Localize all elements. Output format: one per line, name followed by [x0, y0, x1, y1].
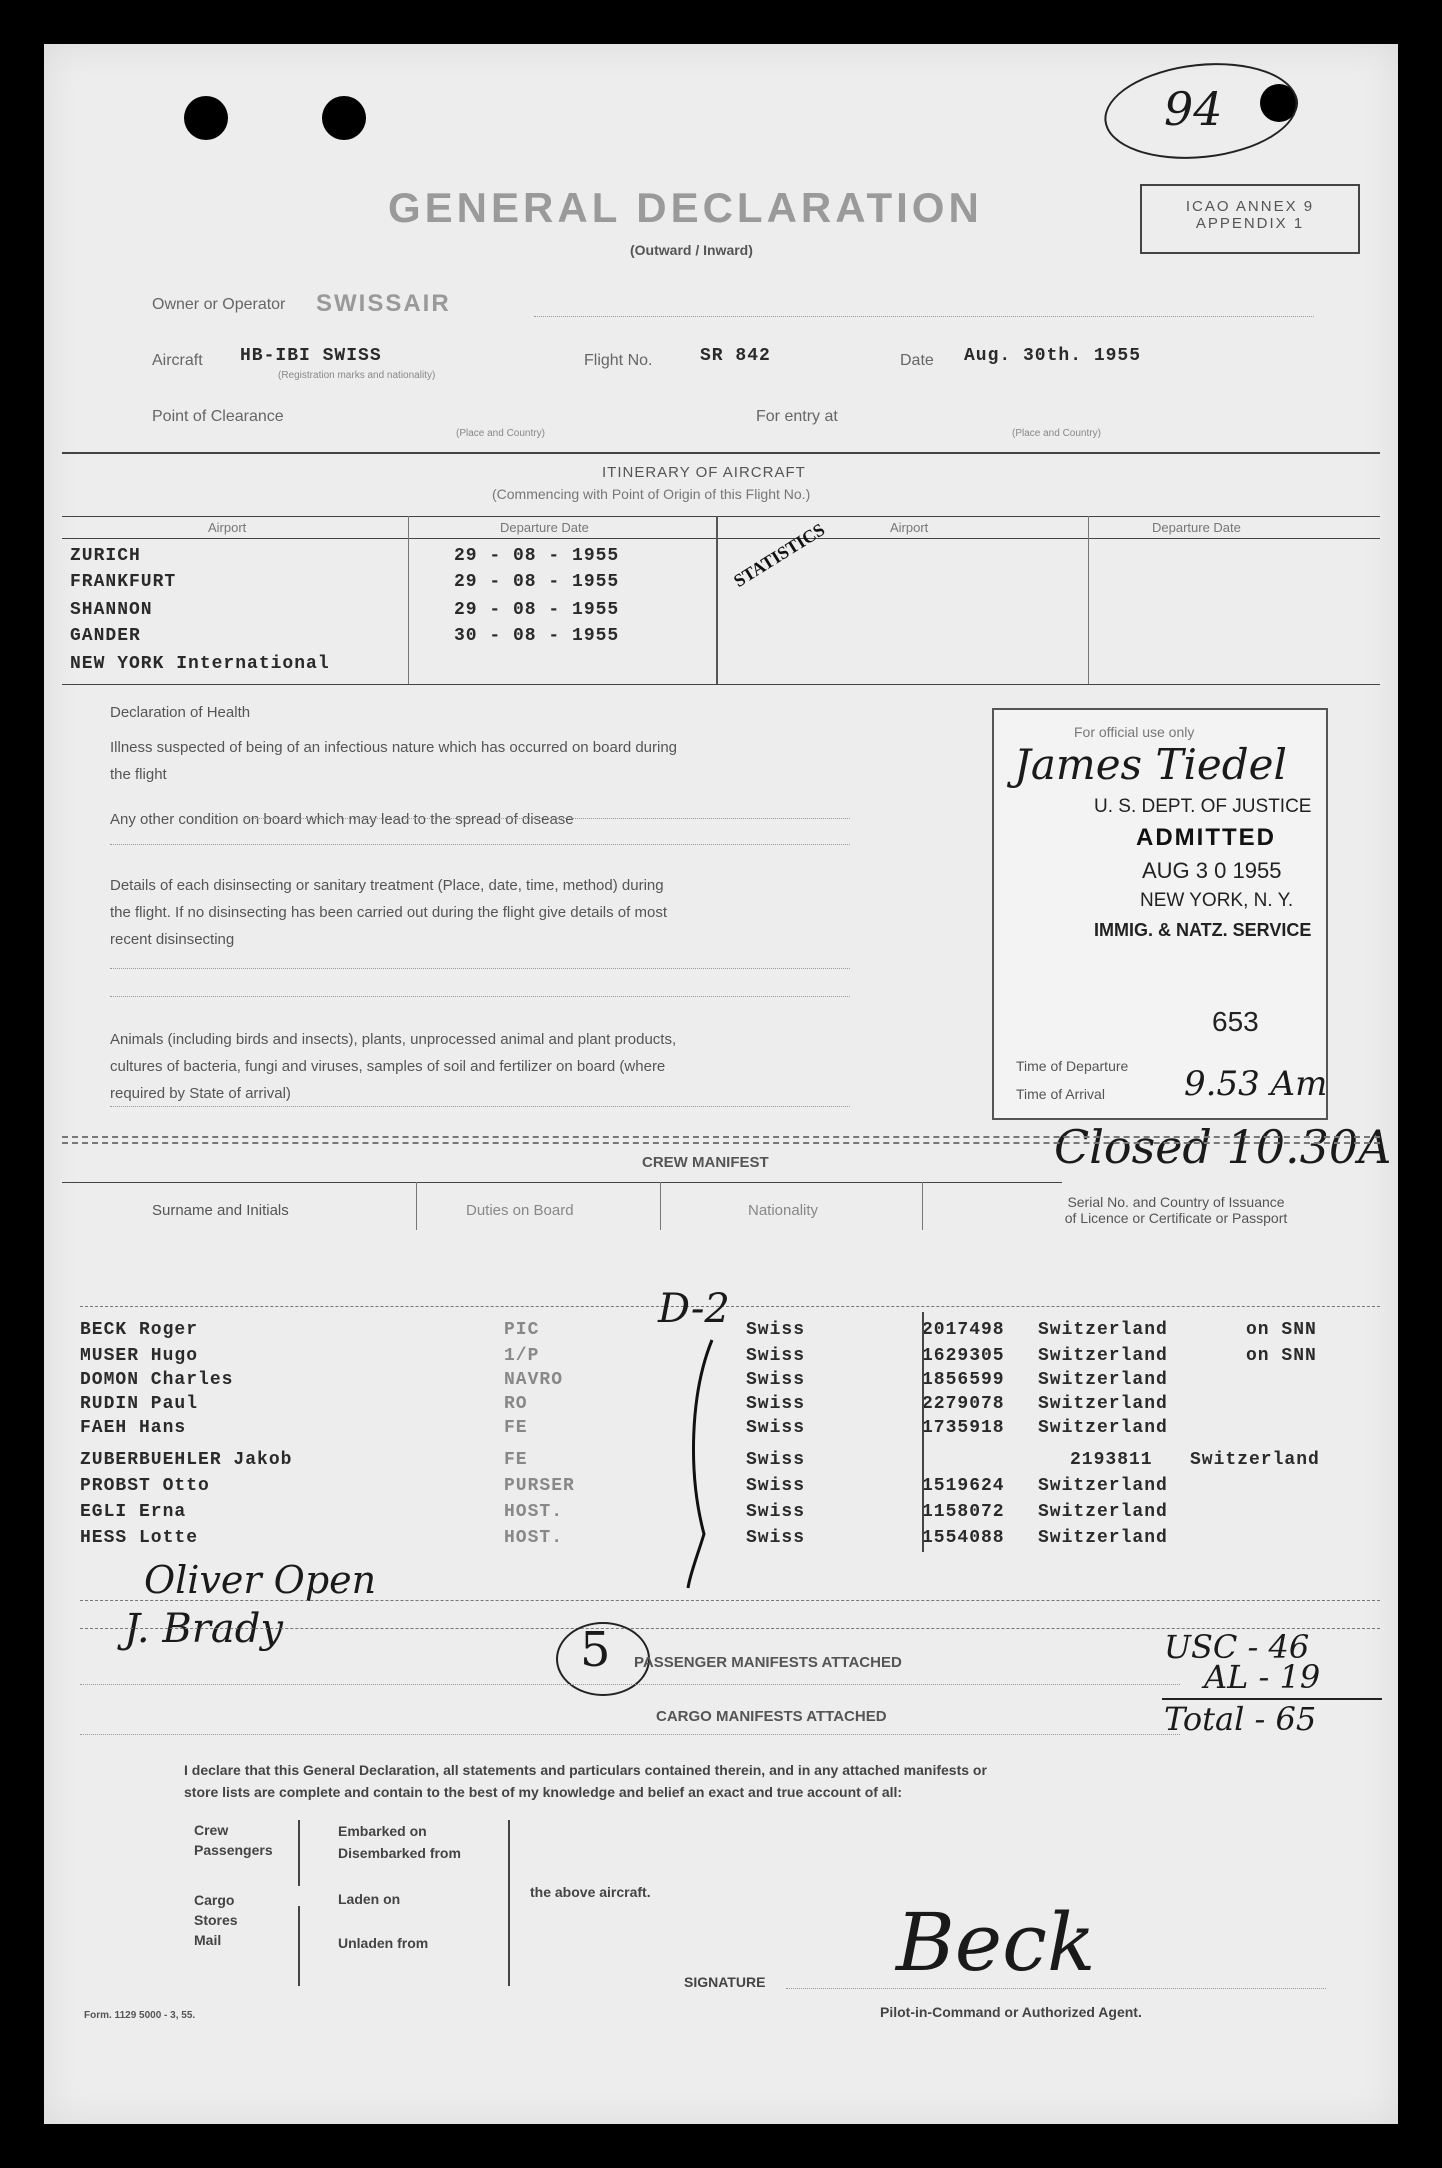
stamp-date: AUG 3 0 1955 — [1142, 858, 1282, 883]
itinerary-airport: FRANKFURT — [70, 572, 177, 592]
col-license-line: Serial No. and Country of Issuance — [1067, 1194, 1285, 1210]
handwritten-crew-1: Oliver Open — [144, 1558, 377, 1602]
col-departure-date: Departure Date — [500, 520, 589, 535]
signer-role: Pilot-in-Command or Authorized Agent. — [880, 2004, 1142, 2020]
brace — [508, 1820, 510, 1986]
tally-total: Total - 65 — [1164, 1700, 1317, 1738]
crew-annotation: D-2 — [658, 1286, 730, 1332]
label-stores: Stores — [194, 1912, 238, 1928]
form-title: GENERAL DECLARATION — [388, 184, 983, 231]
crew-name: DOMON Charles — [80, 1370, 234, 1390]
document-page — [44, 44, 1398, 2124]
itinerary-airport: GANDER — [70, 626, 141, 646]
crew-nationality: Swiss — [746, 1346, 806, 1366]
stamp-admitted: ADMITTED — [1136, 824, 1276, 851]
crew-row — [80, 1320, 1380, 1344]
health-line: the flight — [110, 766, 167, 783]
label-cargo: Cargo — [194, 1892, 235, 1908]
stamp-city: NEW YORK, N. Y. — [1140, 890, 1294, 911]
fill-line — [80, 1684, 1180, 1685]
date-value: Aug. 30th. 1955 — [964, 346, 1142, 366]
col-license-line: of Licence or Certificate or Passport — [1064, 1210, 1288, 1226]
divider — [62, 538, 1380, 539]
col-license — [996, 1194, 1356, 1226]
official-use-box — [992, 708, 1328, 1120]
crew-name: FAEH Hans — [80, 1418, 187, 1438]
crew-country: Switzerland — [1038, 1502, 1168, 1522]
crew-row — [80, 1502, 1380, 1526]
fill-line — [110, 1106, 850, 1107]
crew-note: on SNN — [1246, 1320, 1317, 1340]
cargo-manifests-label: CARGO MANIFESTS ATTACHED — [656, 1708, 887, 1725]
crew-duty: RO — [504, 1394, 528, 1414]
divider — [80, 1306, 1380, 1307]
owner-label: Owner or Operator — [152, 296, 286, 313]
crew-name: HESS Lotte — [80, 1528, 199, 1548]
crew-serial: 1554088 — [922, 1528, 1005, 1548]
col-nationality: Nationality — [748, 1202, 819, 1219]
itinerary-title: ITINERARY OF AIRCRAFT — [602, 464, 806, 481]
crew-title: CREW MANIFEST — [642, 1154, 769, 1171]
col-rule — [922, 1182, 923, 1230]
crew-row — [80, 1394, 1380, 1418]
arrival-label: Time of Arrival — [1016, 1086, 1105, 1102]
crew-duty: 1/P — [504, 1346, 540, 1366]
crew-duty: FE — [504, 1450, 528, 1470]
crew-country: Switzerland — [1038, 1394, 1168, 1414]
crew-duty: HOST. — [504, 1502, 564, 1522]
itinerary-date: 29 - 08 - 1955 — [454, 546, 620, 566]
entry-note: (Place and Country) — [1012, 428, 1101, 439]
crew-nationality: Swiss — [746, 1502, 806, 1522]
crew-country: Switzerland — [1038, 1346, 1168, 1366]
health-line: recent disinsecting — [110, 931, 235, 948]
itinerary-airport: ZURICH — [70, 546, 141, 566]
closed-note: Closed 10.30A — [1054, 1120, 1392, 1174]
fill-line — [110, 996, 850, 997]
crew-duty: PURSER — [504, 1476, 575, 1496]
passenger-manifests-label: PASSENGER MANIFESTS ATTACHED — [634, 1654, 902, 1671]
label-mail: Mail — [194, 1932, 222, 1948]
col-rule — [922, 1312, 924, 1552]
col-rule — [416, 1182, 417, 1230]
divider — [62, 1182, 1062, 1183]
label-laden: Laden on — [338, 1891, 401, 1907]
divider — [62, 1142, 1380, 1144]
health-line: Animals (including birds and insects), plants, unprocessed animal and plant products, — [110, 1031, 677, 1048]
health-title: Declaration of Health — [110, 704, 251, 721]
crew-serial: 2279078 — [922, 1394, 1005, 1414]
tally-usc: USC - 46 — [1164, 1628, 1310, 1666]
divider — [62, 684, 1380, 685]
clearance-note: (Place and Country) — [456, 428, 545, 439]
handwritten-crew-2: J. Brady — [124, 1606, 283, 1652]
aircraft-value: HB-IBI SWISS — [240, 346, 382, 366]
crew-country: Switzerland — [1038, 1476, 1168, 1496]
annex-line-1: ICAO ANNEX 9 — [1185, 198, 1315, 215]
official-signature: James Tiedel — [1014, 740, 1287, 789]
annex-line-2: APPENDIX 1 — [1195, 215, 1305, 232]
stamp-dept: U. S. DEPT. OF JUSTICE — [1094, 796, 1312, 817]
divider — [62, 452, 1380, 454]
crew-name: ZUBERBUEHLER Jakob — [80, 1450, 293, 1470]
col-name: Surname and Initials — [152, 1202, 289, 1219]
itinerary-airport: SHANNON — [70, 600, 153, 620]
crew-row — [80, 1418, 1380, 1442]
annex-box — [1140, 184, 1360, 254]
page-mark: 94 — [1164, 82, 1223, 136]
divider — [62, 516, 1380, 517]
crew-serial: 2017498 — [922, 1320, 1005, 1340]
crew-name: RUDIN Paul — [80, 1394, 199, 1414]
crew-nationality: Swiss — [746, 1394, 806, 1414]
col-airport-2: Airport — [890, 520, 929, 535]
crew-row — [80, 1346, 1380, 1370]
health-line: the flight. If no disinsecting has been carried out during the flight give details of most — [110, 904, 667, 921]
crew-duty: HOST. — [504, 1528, 564, 1548]
col-departure-date-2: Departure Date — [1152, 520, 1241, 535]
declaration-text-2: store lists are complete and contain to the best of my knowledge and belief an exact and true account of all: — [184, 1784, 903, 1800]
owner-line — [534, 316, 1314, 317]
brace — [298, 1906, 300, 1986]
fill-line — [244, 818, 850, 819]
declaration-text-1: I declare that this General Declaration, all statements and particulars contained therein, and in any attached manifests or — [184, 1762, 987, 1778]
label-passengers: Passengers — [194, 1842, 273, 1858]
crew-country: Switzerland — [1038, 1370, 1168, 1390]
punch-hole — [184, 96, 228, 140]
crew-serial: 2193811 — [1070, 1450, 1153, 1470]
flight-label: Flight No. — [584, 352, 653, 369]
crew-name: PROBST Otto — [80, 1476, 210, 1496]
health-line: Details of each disinsecting or sanitary treatment (Place, date, time, method) during — [110, 877, 664, 894]
itinerary-date: 30 - 08 - 1955 — [454, 626, 620, 646]
declaration-left-col — [194, 1820, 273, 1950]
clearance-label: Point of Clearance — [152, 408, 284, 425]
col-rule — [716, 516, 718, 684]
crew-row — [80, 1450, 1380, 1474]
stamp-number: 653 — [1212, 1006, 1259, 1037]
pilot-signature: Beck — [896, 1896, 1096, 1989]
crew-nationality: Swiss — [746, 1320, 806, 1340]
divider — [80, 1600, 1380, 1601]
crew-country: Switzerland — [1038, 1320, 1168, 1340]
label-crew: Crew — [194, 1822, 229, 1838]
crew-nationality: Swiss — [746, 1528, 806, 1548]
crew-row — [80, 1370, 1380, 1394]
itinerary-subtitle: (Commencing with Point of Origin of this Flight No.) — [492, 486, 811, 502]
date-label: Date — [900, 352, 934, 369]
crew-serial: 1519624 — [922, 1476, 1005, 1496]
fill-line — [110, 968, 850, 969]
crew-note: on SNN — [1246, 1346, 1317, 1366]
tally-al: AL - 19 — [1204, 1658, 1321, 1696]
signature-label: SIGNATURE — [684, 1974, 766, 1990]
fill-line — [80, 1734, 1180, 1735]
crew-serial: 1856599 — [922, 1370, 1005, 1390]
crew-serial: 1158072 — [922, 1502, 1005, 1522]
crew-duty: NAVRO — [504, 1370, 564, 1390]
health-illness — [110, 734, 920, 788]
departure-label: Time of Departure — [1016, 1058, 1129, 1074]
form-subtitle: (Outward / Inward) — [630, 242, 753, 258]
label-disembarked: Disembarked from — [338, 1845, 461, 1861]
crew-country: Switzerland — [1038, 1418, 1168, 1438]
itinerary-date: 29 - 08 - 1955 — [454, 572, 620, 592]
health-line: cultures of bacteria, fungi and viruses, samples of soil and fertilizer on board (where — [110, 1058, 666, 1075]
aircraft-label: Aircraft — [152, 352, 203, 369]
col-duties: Duties on Board — [466, 1202, 574, 1219]
col-rule — [1088, 516, 1089, 684]
crew-country: Switzerland — [1190, 1450, 1320, 1470]
owner-value: SWISSAIR — [316, 290, 451, 317]
crew-name: MUSER Hugo — [80, 1346, 199, 1366]
crew-nationality: Swiss — [746, 1476, 806, 1496]
crew-country: Switzerland — [1038, 1528, 1168, 1548]
crew-serial: 1735918 — [922, 1418, 1005, 1438]
declaration-mid-col — [338, 1820, 461, 1954]
fill-line — [110, 844, 850, 845]
crew-nationality: Swiss — [746, 1370, 806, 1390]
label-unladen: Unladen from — [338, 1935, 429, 1951]
brace — [298, 1820, 300, 1886]
col-rule — [408, 516, 409, 684]
health-line: Illness suspected of being of an infectious nature which has occurred on board during — [110, 739, 678, 756]
crew-duty: FE — [504, 1418, 528, 1438]
passenger-count: 5 — [580, 1622, 611, 1678]
label-embarked: Embarked on — [338, 1823, 427, 1839]
col-airport: Airport — [208, 520, 247, 535]
punch-hole — [322, 96, 366, 140]
aircraft-note: (Registration marks and nationality) — [278, 370, 436, 381]
label-above-aircraft: the above aircraft. — [530, 1884, 651, 1900]
crew-nationality: Swiss — [746, 1418, 806, 1438]
health-disinsecting — [110, 872, 667, 953]
crew-serial: 1629305 — [922, 1346, 1005, 1366]
crew-nationality: Swiss — [746, 1450, 806, 1470]
flight-value: SR 842 — [700, 346, 771, 366]
crew-duty: PIC — [504, 1320, 540, 1340]
col-rule — [660, 1182, 661, 1230]
stamp-service: IMMIG. & NATZ. SERVICE — [1094, 920, 1312, 940]
health-line: Any other condition on board which may lead to the spread of disease — [110, 811, 574, 828]
crew-row — [80, 1476, 1380, 1500]
crew-row — [80, 1528, 1380, 1552]
divider — [62, 1136, 1380, 1138]
health-line: required by State of arrival) — [110, 1085, 291, 1102]
form-number: Form. 1129 5000 - 3, 55. — [84, 2010, 196, 2021]
crew-name: EGLI Erna — [80, 1502, 187, 1522]
entry-label: For entry at — [756, 408, 838, 425]
itinerary-date: 29 - 08 - 1955 — [454, 600, 620, 620]
crew-name: BECK Roger — [80, 1320, 199, 1340]
official-label: For official use only — [1074, 724, 1195, 740]
health-animals — [110, 1026, 676, 1107]
arrival-value: 9.53 Am — [1184, 1064, 1328, 1104]
statistics-stamp: STATISTICS — [730, 519, 829, 591]
itinerary-airport: NEW YORK International — [70, 654, 330, 674]
